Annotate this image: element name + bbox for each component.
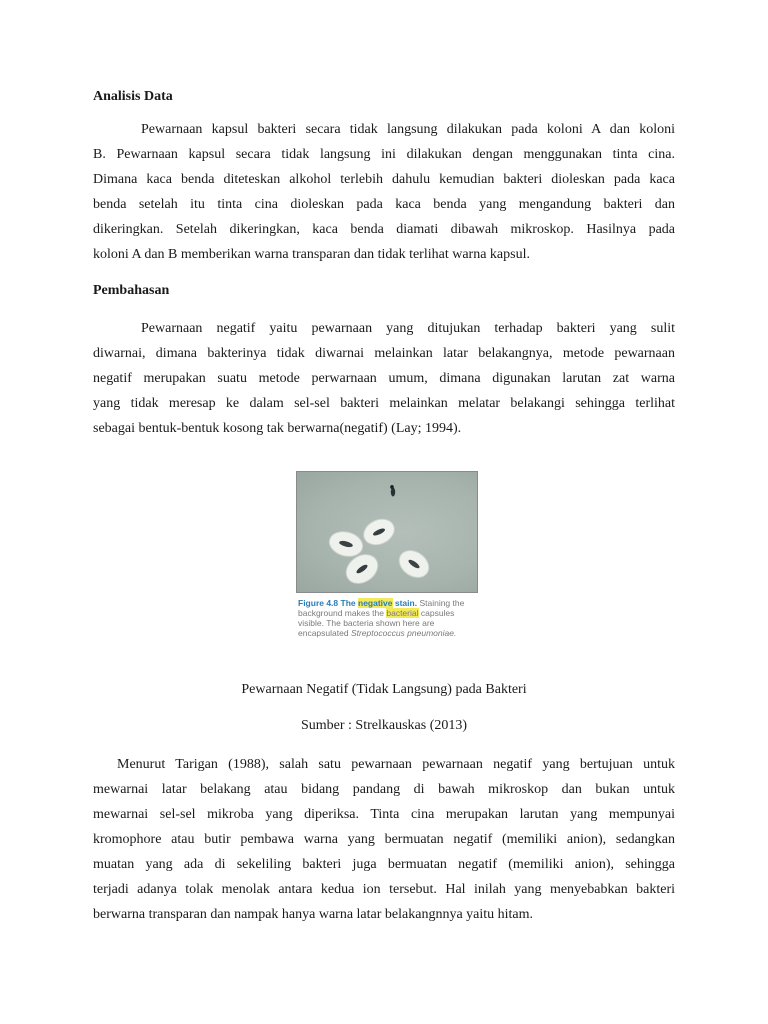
free-bacterium (390, 485, 395, 497)
paragraph-line: dikeringkan. Setelah dikeringkan, kaca benda diamati dibawah mikroskop. Hasilnya pada (93, 222, 675, 237)
paragraph-analisis (93, 117, 675, 267)
heading-pembahasan: Pembahasan (93, 283, 170, 298)
paragraph-line: koloni A dan B memberikan warna transparan dan tidak terlihat warna kapsul. (93, 247, 530, 262)
paragraph-line: B. Pewarnaan kapsul secara tidak langsung ini dilakukan dengan menggunakan tinta cina. (93, 147, 675, 162)
paragraph-line: muatan yang ada di sekeliling bakteri juga bermuatan negatif (memiliki anion), sehingga (93, 857, 675, 872)
paragraph-line: Menurut Tarigan (1988), salah satu pewarnaan pewarnaan negatif yang bertujuan untuk (117, 757, 675, 772)
paragraph-line: kromophore atau butir pembawa warna yang bermuatan negatif (memiliki anion), sedangkan (93, 832, 675, 847)
paragraph-line: benda setelah itu tinta cina dioleskan pada kaca benda yang mengandung bakteri dan (93, 197, 675, 212)
figure-caption-title-end: stain. (394, 598, 418, 608)
capsule (394, 545, 434, 583)
paragraph-line: sebagai bentuk-bentuk kosong tak berwarna(negatif) (Lay; 1994). (93, 421, 462, 436)
paragraph-line: negatif merupakan suatu metode perwarnaan umum, dimana digunakan larutan zat warna (93, 371, 675, 386)
paragraph-line: berwarna transparan dan nampak hanya warna latar belakangnnya yaitu hitam. (93, 907, 534, 922)
figure-caption-species: Streptococcus pneumoniae. (350, 628, 457, 638)
paragraph-line: Dimana kaca benda diteteskan alkohol terlebih dahulu kemudian bakteri dioleskan pada kaca (93, 172, 675, 187)
micrograph-image (296, 471, 478, 593)
paragraph-line: Pewarnaan kapsul bakteri secara tidak langsung dilakukan pada koloni A dan koloni (141, 122, 675, 137)
figure-title: Pewarnaan Negatif (Tidak Langsung) pada Bakteri (241, 682, 527, 697)
figure-source: Sumber : Strelkauskas (2013) (300, 718, 468, 733)
micrograph-drawing (297, 472, 477, 592)
capsule (359, 514, 398, 549)
paragraph-tarigan (93, 752, 675, 927)
figure-caption-text: Staining the background makes the (298, 598, 465, 618)
figure-caption-highlight: bacterial (386, 608, 419, 618)
figure-caption-text: capsules visible. The bacteria shown here are encapsulated (298, 608, 455, 638)
paragraph-line: mewarnai latar belakang atau bidang pandang di bawah mikroskop dan bukan untuk (93, 782, 675, 797)
heading-analisis-data: Analisis Data (93, 89, 173, 104)
paragraph-pembahasan (93, 316, 675, 441)
paragraph-line: diwarnai, dimana bakterinya tidak diwarnai melainkan latar belakangnya, metode pewarnaan (93, 346, 675, 361)
paragraph-line: mewarnai sel-sel mikroba yang diperiksa. Tinta cina merupakan larutan yang mempunyai (93, 807, 675, 822)
figure-caption-highlight: negative (358, 598, 393, 608)
paragraph-line: Pewarnaan negatif yaitu pewarnaan yang ditujukan terhadap bakteri yang sulit (141, 321, 675, 336)
figure-caption-title: Figure 4.8 The (298, 598, 356, 608)
paragraph-line: yang tidak meresap ke dalam sel-sel bakteri melainkan melatar belakangi sehingga terlihat (93, 396, 675, 411)
figure-negative-stain (296, 471, 478, 638)
figure-caption (298, 598, 478, 638)
paragraph-line: terjadi adanya tolak menolak antara kedua ion tersebut. Hal inilah yang menyebabkan bakteri (93, 882, 675, 897)
